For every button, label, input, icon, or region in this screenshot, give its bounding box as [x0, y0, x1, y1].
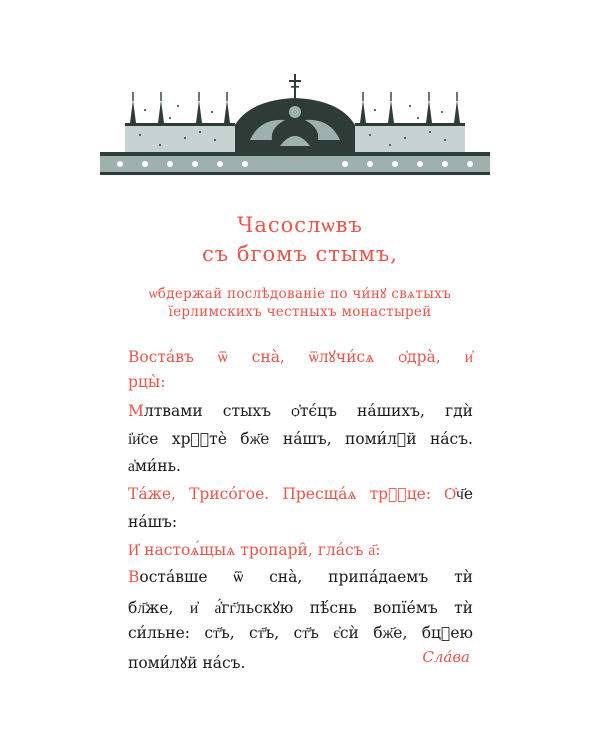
- prayer-line-nash: на́шъ:: [128, 513, 178, 531]
- initial-capital: В: [128, 568, 140, 586]
- rubric-trisagion-line: [128, 485, 473, 504]
- rubric-troparia-line: И҆ настоѧ́щыѧ тропари̑, гла́съ а҃:: [128, 541, 381, 559]
- troparion-line-3: си́льне: ст҃ъ, ст҃ъ, ст҃ъ є҆сѝ бж҃е, бцⷣею: [128, 624, 473, 642]
- troparion-line-2: бл҃же, и҆ а҆́гг҃льскꙋю пѣ́снь вопїе́мъ тѝ: [128, 599, 473, 617]
- rubric-line-1: Воста́въ ѿ сна̀, ѿлꙋчи́сѧ ѻ҆дра̀, и҆: [128, 348, 473, 366]
- prayer-line-2: і҆и҃се хрⷭ҇тѐ бж҃е на́шъ, поми́лꙋй на́съ.: [128, 430, 473, 448]
- prayer-line-3: а҆ми́нь.: [128, 457, 181, 475]
- prayer-line-1: [128, 402, 473, 421]
- initial-capital: Ѻ҆: [444, 485, 457, 503]
- prayer-text: лтвами стыхъ ѻ҆тє́цъ на́шихъ, гдѝ: [143, 402, 473, 420]
- troparion-line-4: поми́лꙋй на́съ.: [128, 654, 246, 672]
- church-ornament-icon: [100, 70, 490, 185]
- subtitle-line-2: їерлимскихъ честныхъ монастырей: [168, 304, 432, 320]
- subtitle-line-1: ѡбдержай послѣдованіе по чи́нꙋ свѧтыхъ: [148, 286, 452, 302]
- book-title-line-2: съ бгомъ стымъ,: [202, 242, 398, 266]
- rubric-line-2: рцы̀:: [128, 373, 166, 391]
- initial-capital: М: [128, 402, 144, 420]
- troparion-line-1: [128, 568, 473, 587]
- book-title: Часослѡвъ: [237, 213, 363, 237]
- troparion-text: оста́вше ѿ сна̀, припа́даемъ тѝ: [139, 568, 473, 586]
- catchword: Сла́ва: [422, 648, 470, 666]
- prayer-text: ч҃е: [456, 485, 473, 503]
- rubric-text: Та́же, Трисо́гое. Пресща́ѧ трⷪ҇це:: [128, 485, 445, 503]
